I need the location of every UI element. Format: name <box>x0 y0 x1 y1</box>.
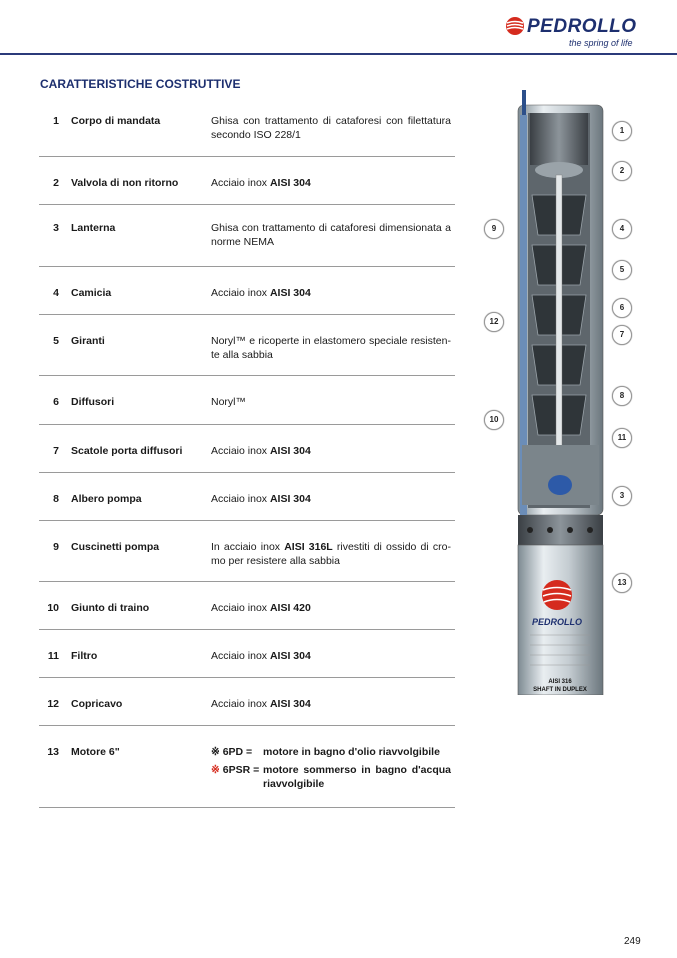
table-row <box>39 521 455 582</box>
row-number: 4 <box>53 287 59 299</box>
table-row <box>39 473 455 521</box>
table-row <box>39 376 455 425</box>
row-name: Lanterna <box>71 222 116 234</box>
row-number: 3 <box>53 222 59 234</box>
row-desc: Acciaio inox AISI 420 <box>211 602 311 614</box>
row-name: Albero pompa <box>71 493 142 505</box>
table-row <box>39 205 455 267</box>
callout-6: 6 <box>612 298 632 318</box>
table-row <box>39 315 455 376</box>
row-desc: Acciaio inox AISI 304 <box>211 287 311 299</box>
row-desc: Ghisa con trattamento di cataforesi dimensionata a norme NEMA <box>211 222 451 248</box>
table-row <box>39 582 455 630</box>
brand-tagline: the spring of life <box>569 38 633 48</box>
row-name: Scatole porta diffusori <box>71 445 183 457</box>
callout-3: 3 <box>612 486 632 506</box>
callout-4: 4 <box>612 219 632 239</box>
pump-cutaway-illustration <box>500 85 620 695</box>
row-name: Corpo di mandata <box>71 115 161 127</box>
row-number: 9 <box>53 541 59 553</box>
row-desc: Ghisa con trattamento di cataforesi con filettatura secondo ISO 228/1 <box>211 115 451 141</box>
callout-12: 12 <box>484 312 504 332</box>
row-number: 10 <box>47 602 59 614</box>
row-number: 2 <box>53 177 59 189</box>
row-number: 7 <box>53 445 59 457</box>
motor-variant-6psr: ※ 6PSR = motore sommerso in bagno d'acqua riavvolgibile <box>211 764 451 790</box>
row-name: Copricavo <box>71 698 123 710</box>
row-number: 12 <box>47 698 59 710</box>
callout-1: 1 <box>612 121 632 141</box>
row-desc: In acciaio inox AISI 316L rivestiti di ossido di cro-mo per resistere alla sabbia <box>211 541 451 567</box>
page-number: 249 <box>624 936 641 947</box>
pedrollo-logo <box>505 14 645 50</box>
row-name: Camicia <box>71 287 112 299</box>
row-desc: Acciaio inox AISI 304 <box>211 445 311 457</box>
row-desc: Acciaio inox AISI 304 <box>211 493 311 505</box>
pump-brand-label: PEDROLLO <box>531 617 583 627</box>
callout-13: 13 <box>612 573 632 593</box>
row-name: Motore 6" <box>71 746 120 758</box>
brand-name: PEDROLLO <box>527 16 637 37</box>
row-name: Giunto di traino <box>71 602 150 614</box>
row-desc: Noryl™ e ricoperte in elastomero speciale resisten-te alla sabbia <box>211 335 451 361</box>
components-table <box>39 106 455 808</box>
section-title: CARATTERISTICHE COSTRUTTIVE <box>40 77 241 91</box>
row-name: Filtro <box>71 650 98 662</box>
row-desc: Acciaio inox AISI 304 <box>211 698 311 710</box>
motor-variants <box>211 745 451 795</box>
header-divider <box>0 53 677 55</box>
row-desc: Acciaio inox AISI 304 <box>211 650 311 662</box>
row-desc: Acciaio inox AISI 304 <box>211 177 311 189</box>
pump-shaft-label: SHAFT IN DUPLEX <box>533 687 587 693</box>
table-row <box>39 630 455 678</box>
table-row <box>39 678 455 726</box>
row-number: 6 <box>53 396 59 408</box>
row-number: 13 <box>47 746 59 758</box>
callout-8: 8 <box>612 386 632 406</box>
row-number: 5 <box>53 335 59 347</box>
row-number: 8 <box>53 493 59 505</box>
callout-10: 10 <box>484 410 504 430</box>
table-row <box>39 425 455 473</box>
table-row <box>39 267 455 315</box>
motor-variant-6pd: ※ 6PD = motore in bagno d'olio riavvolgibile <box>211 746 440 758</box>
pump-aisi-label: AISI 316 <box>548 679 572 685</box>
row-number: 11 <box>47 650 59 662</box>
row-desc: Noryl™ <box>211 396 247 408</box>
row-number: 1 <box>53 115 59 127</box>
callout-5: 5 <box>612 260 632 280</box>
table-row-motor <box>39 726 455 808</box>
row-name: Giranti <box>71 335 105 347</box>
callout-9: 9 <box>484 219 504 239</box>
callout-7: 7 <box>612 325 632 345</box>
table-row <box>39 157 455 205</box>
row-name: Diffusori <box>71 396 115 408</box>
variant-mark-icon: ※ <box>211 764 220 776</box>
row-name: Valvola di non ritorno <box>71 177 179 189</box>
logo-mark-icon <box>505 16 525 36</box>
callout-11: 11 <box>612 428 632 448</box>
callout-2: 2 <box>612 161 632 181</box>
row-name: Cuscinetti pompa <box>71 541 160 553</box>
table-row <box>39 106 455 157</box>
